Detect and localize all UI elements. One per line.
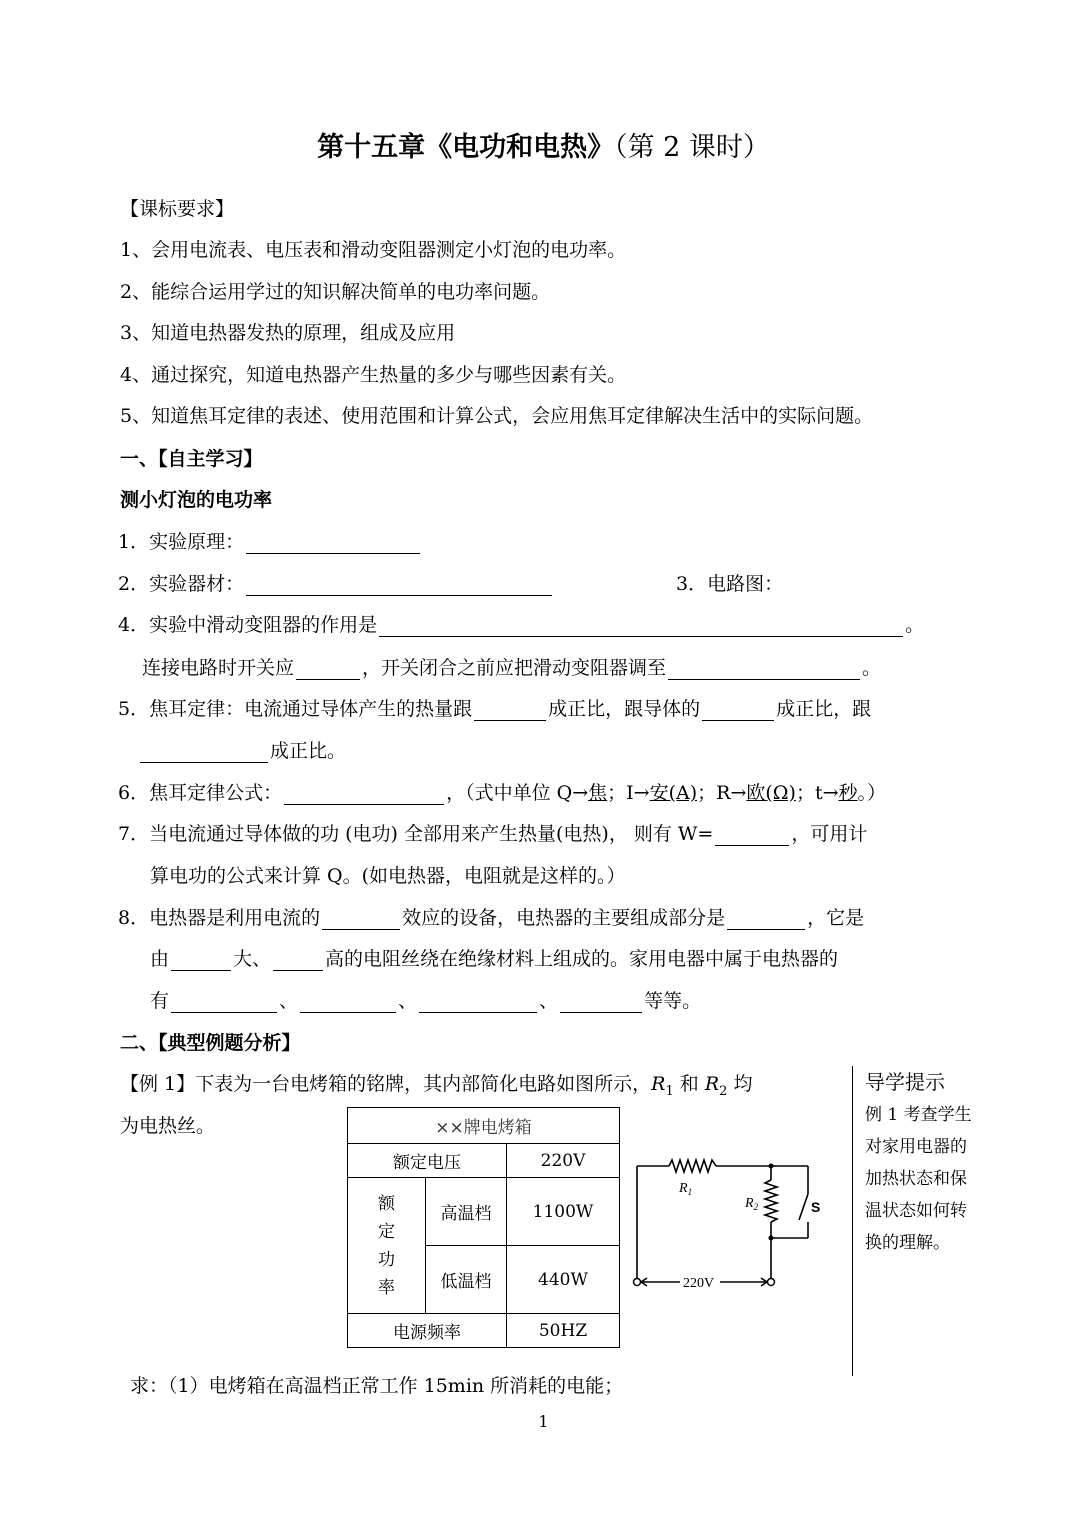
answer-blank[interactable] <box>474 700 546 721</box>
example-1-text-2: 为电热丝。 <box>120 1115 216 1137</box>
high-temp-value: 1100W <box>507 1178 620 1246</box>
r2-label: $R_2$ <box>745 1196 759 1212</box>
answer-blank[interactable] <box>246 533 420 554</box>
standard-item-3: 3、知道电热器发热的原理，组成及应用 <box>120 322 456 344</box>
question-7: 7．当电流通过导体做的功 (电功) 全部用来产生热量(电热)， 则有 W= ，可用计 <box>118 823 868 845</box>
rated-power-label: 额 定 功 率 <box>348 1178 426 1314</box>
answer-blank[interactable] <box>322 909 400 930</box>
resistor-r2 <box>765 1180 777 1222</box>
sidebar-line: 对家用电器的 <box>865 1137 967 1157</box>
question-7b: 算电功的公式来计算 Q。(如电热器，电阻就是这样的。） <box>150 865 626 887</box>
sidebar-line: 换的理解。 <box>865 1233 950 1253</box>
low-temp-label: 低温档 <box>426 1246 507 1314</box>
section1-heading: 一、【自主学习】 <box>120 448 263 470</box>
answer-blank[interactable] <box>702 700 774 721</box>
switch-label: S <box>811 1199 821 1215</box>
sidebar-title: 导学提示 <box>865 1070 945 1094</box>
question-5: 5．焦耳定律：电流通过导体产生的热量跟 成正比，跟导体的 成正比，跟 <box>118 698 872 720</box>
question-example-1-part-1: 求：（1）电烤箱在高温档正常工作 15min 所消耗的电能； <box>130 1375 624 1397</box>
question-3: 3．电路图： <box>676 573 784 595</box>
question-2: 2．实验器材： <box>118 572 554 596</box>
circuit-diagram <box>625 1150 825 1292</box>
question-8b: 由 大、 高的电阻丝绕在绝缘材料上组成的。家用电器中属于电热器的 <box>150 948 839 970</box>
page-number: 1 <box>538 1412 549 1431</box>
sidebar-line: 例 1 考查学生 <box>865 1105 972 1125</box>
answer-blank[interactable] <box>246 575 552 596</box>
frequency-value: 50HZ <box>507 1314 620 1348</box>
answer-blank[interactable] <box>273 950 323 971</box>
answer-blank[interactable] <box>727 909 805 930</box>
answer-blank[interactable] <box>560 992 642 1013</box>
answer-blank[interactable] <box>419 992 537 1013</box>
r1-label: $R_1$ <box>679 1181 693 1197</box>
question-8: 8．电热器是利用电流的 效应的设备，电热器的主要组成部分是 ，它是 <box>118 907 865 929</box>
standard-item-5: 5、知道焦耳定律的表述、使用范围和计算公式，会应用焦耳定律解决生活中的实际问题。 <box>120 405 874 427</box>
high-temp-label: 高温档 <box>426 1178 507 1246</box>
answer-blank[interactable] <box>300 992 396 1013</box>
question-5b: 成正比。 <box>138 739 346 763</box>
section2-heading: 二、【典型例题分析】 <box>120 1032 301 1054</box>
standard-item-1: 1、会用电流表、电压表和滑动变阻器测定小灯泡的电功率。 <box>120 239 627 261</box>
rated-voltage-label: 额定电压 <box>348 1144 507 1178</box>
nameplate-table <box>347 1107 620 1348</box>
example-1-text: 【例 1】下表为一台电烤箱的铭牌，其内部简化电路如图所示，$R_1$ 和 $R_2$ 均 <box>120 1073 753 1099</box>
answer-blank[interactable] <box>171 950 231 971</box>
question-6: 6．焦耳定律公式： ，（式中单位 Q→焦；I→安(A)；R→欧(Ω)；t→秒。） <box>118 782 887 804</box>
standard-item-4: 4、通过探究，知道电热器产生热量的多少与哪些因素有关。 <box>120 364 627 386</box>
voltage-label: 220V <box>683 1276 715 1291</box>
answer-blank[interactable] <box>171 992 277 1013</box>
switch-s <box>799 1194 808 1220</box>
question-1: 1．实验原理： <box>118 530 422 554</box>
answer-blank[interactable] <box>668 659 860 680</box>
answer-blank[interactable] <box>715 825 789 846</box>
answer-blank[interactable] <box>284 784 444 805</box>
question-4: 4．实验中滑动变阻器的作用是 。 <box>118 614 925 636</box>
resistor-r1 <box>669 1160 716 1172</box>
frequency-label: 电源频率 <box>348 1314 507 1348</box>
section1-subheading: 测小灯泡的电功率 <box>120 489 273 511</box>
question-8c: 有 、 、 、 等等。 <box>150 990 702 1012</box>
low-temp-value: 440W <box>507 1246 620 1314</box>
sidebar-line: 温状态如何转 <box>865 1201 967 1221</box>
sidebar-divider <box>852 1066 853 1376</box>
sidebar-line: 加热状态和保 <box>865 1169 967 1189</box>
question-4b: 连接电路时开关应 ，开关闭合之前应把滑动变阻器调至 。 <box>142 657 882 679</box>
rated-voltage-value: 220V <box>507 1144 620 1178</box>
page-title: 第十五章《电功和电热》（第 2 课时） <box>317 132 770 163</box>
standard-item-2: 2、能综合运用学过的知识解决简单的电功率问题。 <box>120 281 551 303</box>
answer-blank[interactable] <box>379 616 903 637</box>
standards-heading: 【课标要求】 <box>120 198 235 220</box>
answer-blank[interactable] <box>296 659 360 680</box>
answer-blank[interactable] <box>140 742 268 763</box>
nameplate-header: ××牌电烤箱 <box>348 1108 620 1144</box>
